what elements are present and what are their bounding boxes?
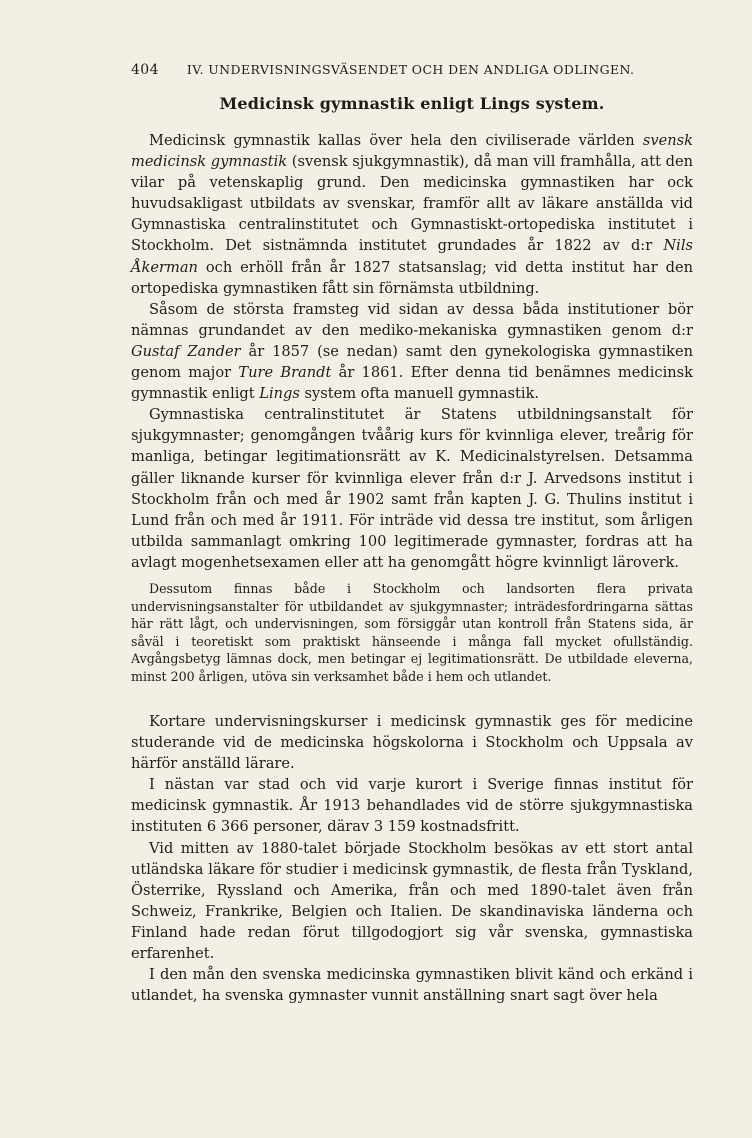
running-header bbox=[131, 62, 691, 78]
text-run: (svensk sjukgymnastik), då man vill framhålla, att den vilar på vetenskaplig grund. Den medicinska gymnastiken har ock huvudsakligast utbildats av svenskar, framför allt av läkare anställda vid Gymnastiska centralinstitutet och Gymnastiskt-ortopediska institutet i Stockholm. Det sistnämnda institutet grundades år 1822 av d:r bbox=[131, 153, 693, 255]
body-block-2 bbox=[131, 711, 693, 1006]
running-title: IV. UNDERVISNINGSVÄSENDET OCH DEN ANDLIGA ODLINGEN. bbox=[186, 62, 635, 77]
text-run: system ofta manuell gymnastik. bbox=[299, 385, 540, 403]
body-block-1 bbox=[131, 130, 693, 573]
note-paragraph: Dessutom finnas både i Stockholm och landsorten flera privata undervisningsanstalter för utbildandet av sjukgymnaster; inträdesfordringarna sättas här rätt lågt, och undervisningen, som försiggår utan kontroll från Statens sida, är såväl i teoretiskt som praktiskt hänseende i många fall mycket ofullständig. Avgångsbetyg lämnas dock, men betingar ej legitimationsrätt. De utbildade eleverna, minst 200 årligen, utöva sin verksamhet både i hem och utlandet. bbox=[131, 581, 693, 684]
paragraph-5: I nästan var stad och vid varje kurort i Sverige finnas institut för medicinsk gymnastik. År 1913 behandlades vid de större sjukgymnastiska instituten 6 366 personer, därav 3 159 kostnadsfritt. bbox=[131, 776, 693, 836]
section-title: Medicinsk gymnastik enligt Lings system. bbox=[219, 94, 605, 113]
small-print-note bbox=[131, 580, 693, 686]
paragraph-7: I den mån den svenska medicinska gymnastiken blivit känd och erkänd i utlandet, ha svenska gymnaster vunnit anställning snart sagt över hela bbox=[131, 966, 693, 1005]
italic-name: Ture Brandt bbox=[238, 364, 332, 382]
paragraph-4: Kortare undervisningskurser i medicinsk gymnastik ges för medicine studerande vid de medicinska högskolorna i Stockholm och Uppsala av härför anställd lärare. bbox=[131, 713, 693, 773]
paragraph-2 bbox=[131, 299, 693, 404]
italic-term: svensk medicinsk gymnastik bbox=[131, 132, 693, 171]
italic-name: Gustaf Zander bbox=[131, 342, 241, 360]
paragraph-3: Gymnastiska centralinstitutet är Statens utbildningsanstalt för sjukgymnaster; genomgången tvåårig kurs för kvinnliga elever, treårig för manliga, betingar legitimationsrätt av K. Medicinalstyrelsen. Detsamma gäller liknande kurser för kvinnliga elever från d:r J. Arvedsons institut i Stockholm från och med år 1902 samt från kapten J. G. Thulins institut i Lund från och med år 1911. För inträde vid dessa tre institut, som årligen utbilda sammanlagt omkring 100 legitimerade gymnaster, fordras att ha avlagt mogenhetsexamen eller att ha genomgått högre kvinnligt läroverk. bbox=[131, 406, 693, 571]
text-run: Såsom de största framsteg vid sidan av dessa båda institutioner bör nämnas grundandet av den mediko-mekaniska gymnastiken genom d:r bbox=[131, 300, 693, 339]
page-number: 404 bbox=[131, 62, 159, 78]
paragraph-1 bbox=[131, 130, 693, 299]
italic-name: Nils Åkerman bbox=[131, 237, 693, 276]
text-run: år 1861. Efter denna tid benämnes medicinsk gymnastik enligt bbox=[131, 364, 693, 403]
text-run: år 1857 (se nedan) samt den gynekologiska gymnastiken genom major bbox=[131, 342, 693, 382]
text-run: Medicinsk gymnastik kallas över hela den civiliserade världen bbox=[149, 132, 643, 149]
text-run: och erhöll från år 1827 statsanslag; vid detta institut har den ortopediska gymnastiken fått sin förnämsta utbildning. bbox=[131, 258, 693, 297]
italic-name: Lings bbox=[259, 385, 300, 403]
paragraph-6: Vid mitten av 1880-talet började Stockholm besökas av ett stort antal utländska läkare för studier i medicinsk gymnastik, de flesta från Tyskland, Österrike, Ryssland och Amerika, från och med 1890-talet även från Schweiz, Frankrike, Belgien och Italien. De skandinaviska länderna och Finland hade redan förut tillgodogjort sig vår svenska, gymnastiska erfarenhet. bbox=[131, 839, 693, 963]
